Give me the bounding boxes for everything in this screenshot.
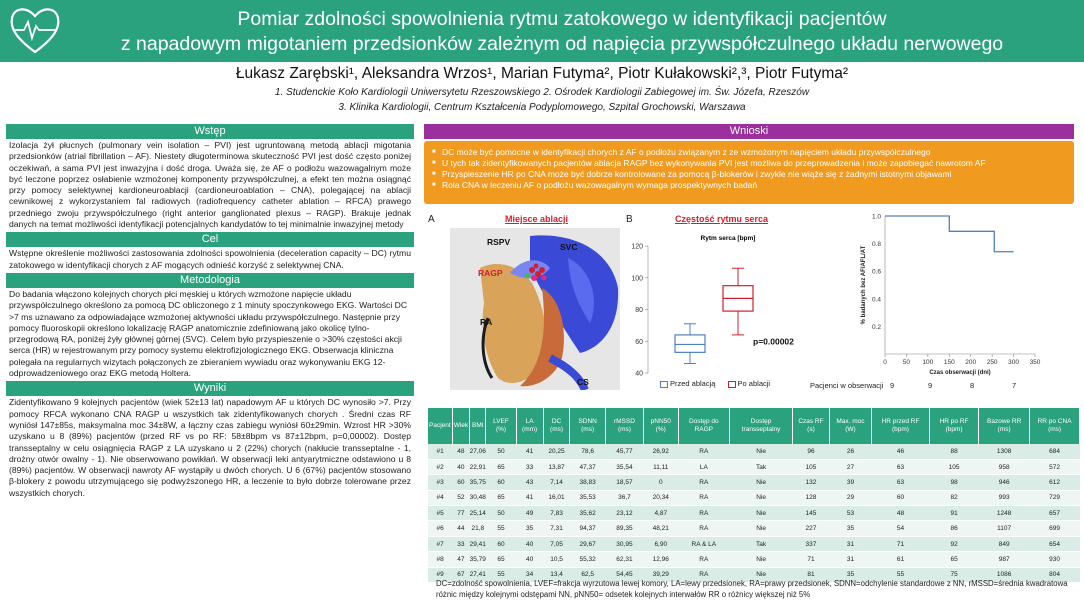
legend-swatch-before [660,381,668,388]
y-tick-label: 1.0 [871,213,881,221]
heart-rate-boxplot [618,228,823,393]
table-cell: Tak [730,536,793,551]
table-cell: Nie [730,475,793,490]
table-row [428,444,1080,459]
table-cell: 31 [829,536,871,551]
y-tick-label: 0.4 [871,296,881,304]
heart-logo-icon [6,2,64,58]
table-cell: 128 [793,490,830,505]
table-cell: 105 [793,459,830,474]
table-cell: 35 [829,567,871,582]
y-tick-label: 60 [635,338,643,346]
table-cell: 657 [1030,506,1080,521]
poster-title [70,7,1054,57]
table-cell: 16,01 [543,490,570,505]
table-cell: 10,5 [543,552,570,567]
table-cell: RA [678,444,730,459]
table-cell: 0 [643,475,678,490]
table-cell: 7,05 [543,536,570,551]
table-cell: 35 [829,521,871,536]
table-header-cell: Bazowe RR (ms) [979,408,1030,444]
table-header-cell: LVEF (%) [486,408,516,444]
table-cell: 33 [452,536,469,551]
table-cell: 40 [516,536,543,551]
table-cell: 55,32 [570,552,606,567]
table-cell: 71 [872,536,930,551]
p-value-annotation: p=0.00002 [753,336,794,347]
table-cell: 684 [1030,444,1080,459]
conclusions-box [424,141,1074,204]
table-cell: 29,41 [470,536,486,551]
table-cell: 145 [793,506,830,521]
table-header-cell: Czas RF (s) [793,408,830,444]
table-cell: Nie [730,567,793,582]
table-cell: 75 [929,567,978,582]
table-cell: 43 [516,475,543,490]
header-banner [0,0,1084,62]
table-cell: 48,21 [643,521,678,536]
section-text-wstep: Izolacja żył płucnych (pulmonary vein isolation – PVI) jest ugruntowaną metodą ablacji migotania przedsionków (atrial fibrillation – AF). Niestety długoterminowa skuteczność PVI jest dość często poniżej oczekiwań, a sama PVI jest inwazyjna i dość droga. Uważa się, że AF o podłożu wazowagalnym może być leczone poprzez osłabienie wzmożonej komponenty przywspółczulnej, a efekt ten można osiągnąć przy pomocy selektywnej kardioneuroablacji (cardioneuroablation – CNA), polegającej na ablacji cewnikowej z wykorzystaniem fal radiowych (radiofrequency catheter ablation – RFCA) prawego przedniego zwoju przywspółczulnego (right anterior ganglionated plexus – RAGP). Brakuje jednak danych na temat możliwości identyfikacji potencjalnych kandydatów to tej minimalnie inwazyjnej metody [9,140,411,230]
table-cell: 39,29 [643,567,678,582]
table-cell: 337 [793,536,830,551]
table-cell: 132 [793,475,830,490]
table-cell: 62,31 [605,552,643,567]
table-cell: 35,75 [470,475,486,490]
table-cell: 46 [872,444,930,459]
table-cell: 39 [829,475,871,490]
table-cell: 6,90 [643,536,678,551]
table-cell: 41 [516,444,543,459]
table-cell: 62,5 [570,567,606,582]
table-cell: 96 [793,444,830,459]
table-cell: 94,37 [570,521,606,536]
table-cell: Nie [730,521,793,536]
section-heading-cel: Cel [6,232,414,247]
table-cell: RA [678,475,730,490]
table-cell: RA [678,521,730,536]
table-cell: 88 [929,444,978,459]
table-row [428,490,1080,505]
label-rspv: RSPV [487,237,511,247]
table-cell: 34 [516,567,543,582]
table-cell: 77 [452,506,469,521]
table-cell: LA [678,459,730,474]
table-cell: Nie [730,552,793,567]
table-cell: 993 [979,490,1030,505]
table-cell: #3 [428,475,452,490]
panel-b-letter: B [626,214,633,225]
table-cell: 958 [979,459,1030,474]
x-tick-label: 50 [902,359,911,366]
table-cell: 54,45 [605,567,643,582]
table-cell: 31 [829,552,871,567]
table-cell: 26 [829,444,871,459]
table-footnote: DC=zdolność spowolnienia, LVEF=frakcja wyrzutowa lewej komory, LA=lewy przedsionek, RA=prawy przedsionek, SDNN=odchylenie standardowe z NN, rMSSD=średnia kwadratowa różnic między kolejnymi odstępami NN, pNN50= odsetek kolejnych interwałów RR o różnicy większej niż 5% [436,579,1068,599]
table-cell: #2 [428,459,452,474]
table-cell: 54 [872,521,930,536]
table-header-cell: Pacjent [428,408,452,444]
section-heading-wyniki: Wyniki [6,381,414,396]
table-row [428,459,1080,474]
conclusion-item: ■ U tych tak zidentyfikowanych pacjentów ablacja RAGP bez wykonywania PVI jest możliwa do przeprowadzenia i może zapobiegać nawrotom AF [432,158,1066,169]
table-cell: RA [678,506,730,521]
table-cell: #1 [428,444,452,459]
y-tick-label: 120 [631,243,643,251]
section-text-wyniki: Zidentyfikowano 9 kolejnych pacjentów (wiek 52±13 lat) napadowym AF u których DC wynosiło >7. Przy pomocy RFCA wykonano CNA RAGP u wszystkich tak zidentyfikowanych chorych . Średni czas RF wyniósł 147±85s, maksymalna moc 34±8W, a łączny czas zabiegu wyniósł 60±29min. Wzrost HR >30% uzyskano u 8 (89%) pacjentów (przed RF vs po RF: 58±8bpm vs 87±12bpm, p=0,00002). Dostęp transseptalny w celu osiągnięcia RAGP z LA uzyskano u 2 (22%) chorych (nakłucie transseptalne - 1, drożny otwór owalny - 1). Nie obserwowano powikłań. W obserwacji leki antyarytmiczne odstawiono u 8 (89%) pacjentów. W obserwacji nawroty AF wystąpiły u dwóch chorych. U 6 (67%) pacjentów stosowano β-blokery z powodu utrzymującego się podwyższonego HR, a leczenie to było dobrze tolerowane przez wszystkich chorych. [9,397,411,498]
table-cell: RA [678,567,730,582]
table-cell: 930 [1030,552,1080,567]
table-cell: 92 [929,536,978,551]
table-cell: 35,62 [570,506,606,521]
table-header-cell: pNN50 (%) [643,408,678,444]
patients-at-risk-label: Pacjenci w obserwacji [810,381,884,390]
affiliation-line-2: 3. Klinika Kardiologii, Centrum Kształcenia Podyplomowego, Szpital Grochowski, Warszawa [338,102,746,113]
conclusion-item: ■ Przyspieszenie HR po CNA może być dobrze kontrolowane za pomocą β-blokerów i zwykle nie wiąże się z żadnymi istotnymi objawami [432,169,1066,180]
table-cell: 1107 [979,521,1030,536]
table-cell: 27,06 [470,444,486,459]
table-cell: 71 [793,552,830,567]
table-cell: 63 [872,475,930,490]
table-cell: #9 [428,567,452,582]
table-cell: 40 [516,552,543,567]
boxplot-legend [660,379,770,388]
table-header-cell: BMI [470,408,486,444]
table-cell: 12,96 [643,552,678,567]
table-row [428,475,1080,490]
legend-label-after: Po ablacji [737,379,771,388]
table-cell: 18,57 [605,475,643,490]
table-cell: #5 [428,506,452,521]
table-cell: 55 [486,567,516,582]
patients-table [428,408,1080,583]
table-cell: 699 [1030,521,1080,536]
x-tick-label: 350 [1029,359,1041,366]
section-heading-metodologia: Metodologia [6,273,414,288]
table-cell: 11,11 [643,459,678,474]
survival-line [885,216,1014,252]
table-cell: 1086 [979,567,1030,582]
table-row [428,521,1080,536]
table-cell: 48 [452,444,469,459]
table-cell: 654 [1030,536,1080,551]
table-cell: 61 [872,552,930,567]
left-column [6,124,414,501]
table-header-cell: HR po RF (bpm) [929,408,978,444]
table-cell: 60 [486,475,516,490]
table-cell: 65 [486,552,516,567]
table-cell: RA [678,490,730,505]
table-header-cell: LA (mm) [516,408,543,444]
table-cell: 7,14 [543,475,570,490]
table-cell: 35,54 [605,459,643,474]
label-ra: RA [480,317,493,327]
table-cell: 53 [829,506,871,521]
table-cell: 45,77 [605,444,643,459]
heart-3d-map-illustration [450,228,620,390]
table-cell: Nie [730,444,793,459]
table-cell: 41 [516,490,543,505]
table-cell: 13,4 [543,567,570,582]
table-cell: 27 [829,459,871,474]
table-cell: 36,7 [605,490,643,505]
table-cell: 67 [452,567,469,582]
table-cell: RA & LA [678,536,730,551]
patients-count: 8 [970,381,975,390]
table-cell: 13,87 [543,459,570,474]
table-cell: 33 [516,459,543,474]
table-cell: 25,14 [470,506,486,521]
patients-count: 9 [928,381,933,390]
y-tick-label: 0.2 [871,323,881,331]
table-cell: 50 [486,506,516,521]
table-cell: RA [678,552,730,567]
table-cell: 7,83 [543,506,570,521]
table-header-cell: Wiek [452,408,469,444]
section-text-metodologia: Do badania włączono kolejnych chorych płci męskiej u których wzmożone napięcie układu przywspółczulnego określono za pomocą DC obliczonego z 1 minuty spoczynkowego EKG. Wartości DC >7 ms uznawano za odpowiadające wzmożonej aktywności układu przywspółczulnego. Następnie przy pomocy fluoroskopii określono lokalizację RAGP anatomicznie zdefiniowaną jako okolicę tylno-przegrodową RA, poniżej żyły głównej górnej (SVC). Celem było przyspieszenie o >30% częstości akcji serca (HR) w rejestrowanym przy pomocy systemu elektrofizjologicznego EKG. Obserwacja kliniczna polegała na regularnych wizytach połączonych ze zbieraniem wywiadu oraz wykonywaniu EKG 12-odprowadzeniowego oraz EKG metodą Holtera. [9,288,408,379]
table-cell: 49 [516,506,543,521]
table-cell: 29,67 [570,536,606,551]
panel-a-title: Miejsce ablacji [505,214,569,224]
patients-count: 7 [1012,381,1017,390]
table-cell: 1248 [979,506,1030,521]
table-header-row [428,408,1080,444]
table-cell: 60 [486,536,516,551]
table-row [428,552,1080,567]
table-cell: 50 [486,444,516,459]
panel-a-letter: A [428,214,435,225]
table-cell: 7,31 [543,521,570,536]
y-tick-label: 80 [635,307,643,314]
table-cell: 63 [872,459,930,474]
table-cell: Tak [730,459,793,474]
y-tick-label: 40 [635,370,643,378]
table-cell: 60 [452,475,469,490]
x-tick-label: 300 [1008,359,1020,366]
table-cell: 38,83 [570,475,606,490]
x-axis-label: Czas obserwacji (dni) [929,370,991,376]
table-header-cell: SDNN (ms) [570,408,606,444]
title-line-2: z napadowym migotaniem przedsionków zależnym od napięcia przywspółczulnego układu nerwowego [120,33,1004,55]
conclusion-item: ■ DC może być pomocne w identyfikacji chorych z AF o podłożu związanym z ze wzmożonym napięciem układu przywspółczulnego [432,147,1066,158]
affiliation-line-1: 1. Studenckie Koło Kardiologii Uniwersytetu Rzeszowskiego 2. Ośrodek Kardiologii Zabiegowej im. Św. Józefa, Rzeszów [274,87,810,98]
panel-b-title: Częstość rytmu serca [675,214,769,224]
table-cell: 23,12 [605,506,643,521]
table-cell: 65 [486,490,516,505]
table-cell: 1308 [979,444,1030,459]
x-tick-label: 200 [965,359,977,366]
title-line-1: Pomiar zdolności spowolnienia rytmu zatokowego w identyfikacji pacjentów [237,8,887,30]
table-cell: 20,34 [643,490,678,505]
legend-label-before: Przed ablacją [670,379,716,388]
table-header-cell: rMSSD (ms) [605,408,643,444]
x-tick-label: 100 [922,359,934,366]
table-cell: 729 [1030,490,1080,505]
table-cell: #7 [428,536,452,551]
table-cell: 21,8 [470,521,486,536]
table-cell: Nie [730,506,793,521]
table-cell: 47,37 [570,459,606,474]
table-cell: 572 [1030,459,1080,474]
table-cell: 946 [979,475,1030,490]
table-cell: 78,6 [570,444,606,459]
y-tick-label: 0.8 [871,241,881,249]
table-row [428,506,1080,521]
section-heading-wnioski: Wnioski [424,124,1074,139]
section-text-cel: Wstępne określenie możliwości zastosowania zdolności spowolnienia (deceleration capacity – DC) rytmu zatokowego w identyfikacji chorych z AF mogących odnieść korzyść z selektywnej CNA. [9,248,411,270]
x-tick-label: 250 [986,359,998,366]
survival-curve-chart [855,208,1045,378]
table-cell: 35,79 [470,552,486,567]
table-cell: 30,95 [605,536,643,551]
table-cell: 55 [872,567,930,582]
table-cell: 29 [829,490,871,505]
y-tick-label: 0.6 [871,268,881,276]
table-cell: 30,48 [470,490,486,505]
table-row [428,536,1080,551]
table-cell: 987 [979,552,1030,567]
patients-at-risk [810,381,1017,390]
table-cell: 47 [452,552,469,567]
table-cell: 48 [872,506,930,521]
table-cell: 86 [929,521,978,536]
table-cell: 81 [793,567,830,582]
table-header-cell: Max. moc (W) [829,408,871,444]
table-cell: 26,92 [643,444,678,459]
table-cell: 105 [929,459,978,474]
table-header-cell: Dostęp do RAGP [678,408,730,444]
table-cell: 40 [452,459,469,474]
table-cell: #6 [428,521,452,536]
section-heading-wstep: Wstęp [6,124,414,139]
table-cell: 44 [452,521,469,536]
y-tick-label: 100 [631,275,643,283]
table-cell: 55 [486,521,516,536]
table-cell: Nie [730,490,793,505]
table-header-cell: HR przed RF (bpm) [872,408,930,444]
table-header-cell: Dostęp transseptalny [730,408,793,444]
table-cell: 612 [1030,475,1080,490]
table-cell: 35 [516,521,543,536]
label-svc: SVC [560,242,578,252]
table-cell: 35,53 [570,490,606,505]
table-header-cell: DC (ms) [543,408,570,444]
patients-count: 9 [890,381,895,390]
legend-swatch-after [728,381,736,388]
y-axis-label: % badanych bez AF/AFL/AT [861,245,867,325]
table-cell: 22,91 [470,459,486,474]
table-cell: 27,41 [470,567,486,582]
label-cs: CS [577,377,589,387]
table-cell: 91 [929,506,978,521]
label-ragp: RAGP [478,268,503,278]
authors: Łukasz Zarębski¹, Aleksandra Wrzos¹, Marian Futyma², Piotr Kułakowski²,³, Piotr Futyma² [235,65,849,82]
table-body [428,444,1080,583]
table-cell: 227 [793,521,830,536]
x-tick-label: 150 [943,359,955,366]
x-tick-label: 0 [883,359,887,366]
ablation-site-image [450,228,620,390]
table-cell: 4,87 [643,506,678,521]
table-cell: 52 [452,490,469,505]
table-cell: 60 [872,490,930,505]
conclusion-item: ■ Rola CNA w leczeniu AF o podłożu wazowagalnym wymaga prospektywnych badań [432,180,1066,191]
table-cell: 82 [929,490,978,505]
table-cell: 89,35 [605,521,643,536]
table-cell: 65 [929,552,978,567]
chart-title: Rytm serca [bpm] [700,235,756,242]
table-cell: 804 [1030,567,1080,582]
table-header-cell: RR po CNA (ms) [1030,408,1080,444]
table-cell: 20,25 [543,444,570,459]
table-cell: 849 [979,536,1030,551]
table-cell: #4 [428,490,452,505]
table-cell: #8 [428,552,452,567]
box-iqr [675,335,705,352]
table-cell: 98 [929,475,978,490]
table-cell: 65 [486,459,516,474]
